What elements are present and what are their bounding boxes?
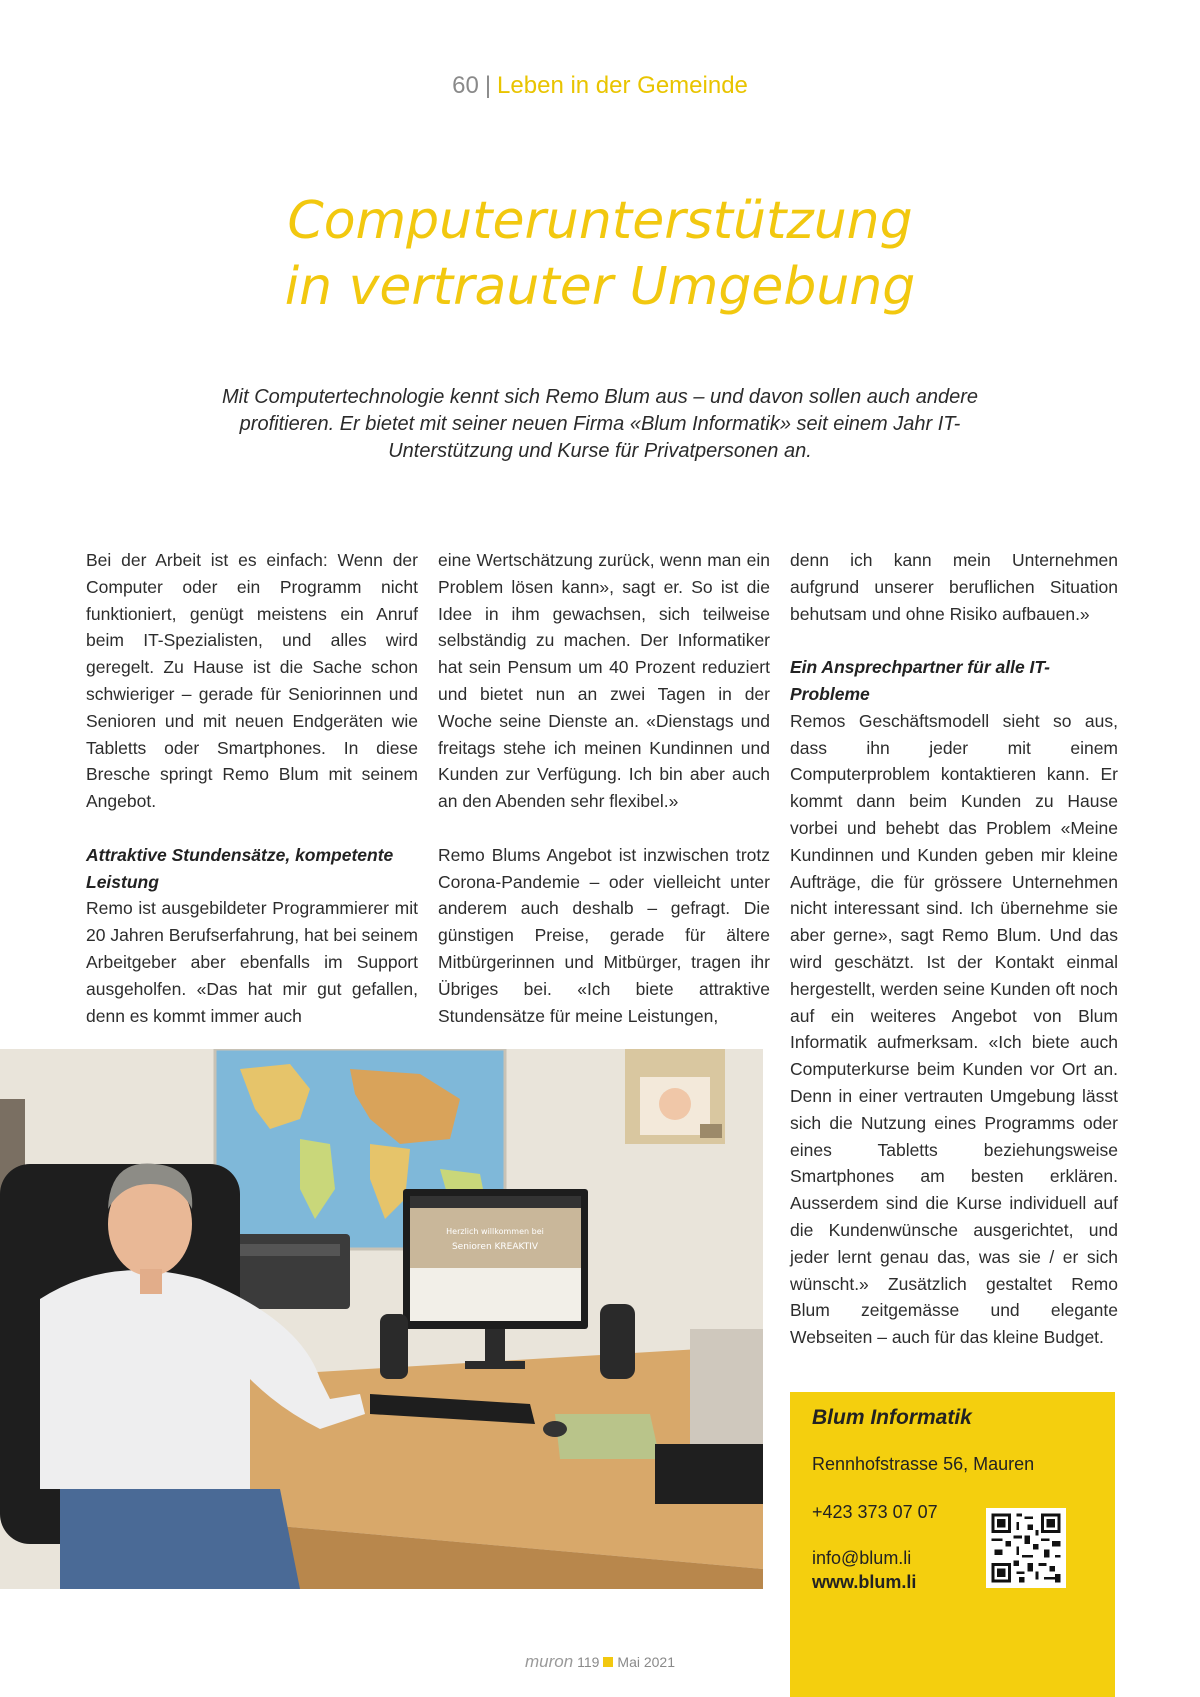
col2-paragraph-2: Remo Blums Angebot ist inzwischen trotz Corona-Pandemie – oder vielleicht unter anderem auch deshalb – gefragt. Die günstigen Preise, gerade für ältere Mitbürgerinnen und Mitbürger, tragen ihr Übriges bei. «Ich biete attraktive Stundensätze für meine Leistungen,: [438, 844, 770, 1026]
article-lead: Mit Computertechnologie kennt sich Remo Blum aus – und davon sollen auch andere profitieren. Er bietet mit seiner neuen Firma «Blum Informatik» seit einem Jahr IT-Unterstützung und Kurse für Privatpersonen an.: [222, 386, 978, 462]
col3-paragraph-2: Remos Geschäftsmodell sieht so aus, dass ihn jeder mit einem Computerproblem kontaktieren kann. Er kommt dann beim Kunden zu Hause vorbei und behebt das Problem «Meine Kundinnen und Kunden geben mir kleine Aufträge, die für grössere Unternehmen nicht interessant sind. Ich übernehme sie aber gerne», sagt Remo Blum. Und das wird geschätzt. Ist der Kontakt einmal hergestellt, werden seine Kunden oft noch auf ein weiteres Angebot von Blum Informatik aufmerksam. «Ich biete auch Computerkurse beim Kunden vor Ort an. Denn in einer vertrauten Umgebung lässt sich die Nutzung eines Programms oder eines Tabletts beziehungsweise Smartphones am besten erklären. Ausserdem sind die Kurse individuell auf die Kundenwünsche ausgerichtet, und jeder lernt genau das, was sie / er sich wünscht.» Zusätzlich gestaltet Remo Blum zeitgemässe und elegante Webseiten – auch für das kleine Budget.: [790, 710, 1118, 1348]
col2-paragraph-1: eine Wertschätzung zurück, wenn man ein Problem lösen kann», sagt er. So ist die Idee in ihm gewachsen, sich teilweise selbständig zu machen. Der Informatiker hat sein Pensum um 40 Prozent reduziert und bietet nun an zwei Tagen in der Woche seine Dienste an. «Dienstags und freitags stehe ich meinen Kundinnen und Kunden zur Verfügung. Ich bin aber auch an den Abenden sehr flexibel.»: [438, 550, 770, 812]
title-line-1: Computerunterstützung: [287, 191, 913, 251]
page-header: [0, 72, 1200, 100]
screen-text-2: Senioren KREAKTIV: [451, 1242, 539, 1252]
company-name: Blum Informatik: [812, 1406, 972, 1429]
col3-paragraph-1: denn ich kann mein Unternehmen aufgrund unserer beruflichen Situation behutsam und ohne Risiko aufbauen.»: [790, 550, 1118, 624]
issue-date: Mai 2021: [617, 1654, 675, 1670]
title-line-2: in vertrauter Umgebung: [284, 257, 916, 317]
qr-code-icon[interactable]: [986, 1508, 1066, 1588]
text-column-3: [790, 547, 1118, 1351]
screen-text-1: Herzlich willkommen bei: [446, 1227, 544, 1236]
address: Rennhofstrasse 56, Mauren: [812, 1454, 1035, 1474]
page-footer: [0, 1652, 1200, 1672]
issue-number: 119: [577, 1654, 600, 1670]
article-title: [0, 188, 1200, 320]
article-photo: [0, 1049, 763, 1589]
square-icon: [603, 1657, 613, 1667]
text-column-2: [438, 547, 770, 1029]
col1-subheading: Attraktive Stundensätze, kompetente Leistung: [86, 844, 394, 892]
magazine-name: muron: [525, 1652, 574, 1671]
text-column-1: [86, 547, 418, 1029]
website-link[interactable]: www.blum.li: [812, 1572, 917, 1592]
section-name: Leben in der Gemeinde: [497, 72, 748, 99]
header-separator: |: [484, 72, 492, 99]
col1-paragraph-1: Bei der Arbeit ist es einfach: Wenn der Computer oder ein Programm nicht funktioniert, genügt meistens ein Anruf beim IT-Spezialisten, und alles wird geregelt. Zu Hause ist die Sache schon schwieriger – gerade für Seniorinnen und Senioren und mit neuen Endgeräten wie Tabletts oder Smartphones. In diese Bresche springt Remo Blum mit seinem Angebot.: [86, 550, 418, 812]
col1-paragraph-2: Remo ist ausgebildeter Programmierer mit 20 Jahren Berufserfahrung, hat bei seinem Arbeitgeber aber ebenfalls im Support ausgeholfen. «Das hat mir gut gefallen, denn es kommt immer auch: [86, 898, 418, 1026]
col3-subheading: Ein Ansprechpartner für alle IT-Probleme: [790, 657, 1050, 704]
photo-frame: [625, 1049, 725, 1144]
phone-number: +423 373 07 07: [812, 1502, 938, 1522]
page-number: 60: [452, 72, 479, 99]
email-link[interactable]: info@blum.li: [812, 1548, 912, 1568]
